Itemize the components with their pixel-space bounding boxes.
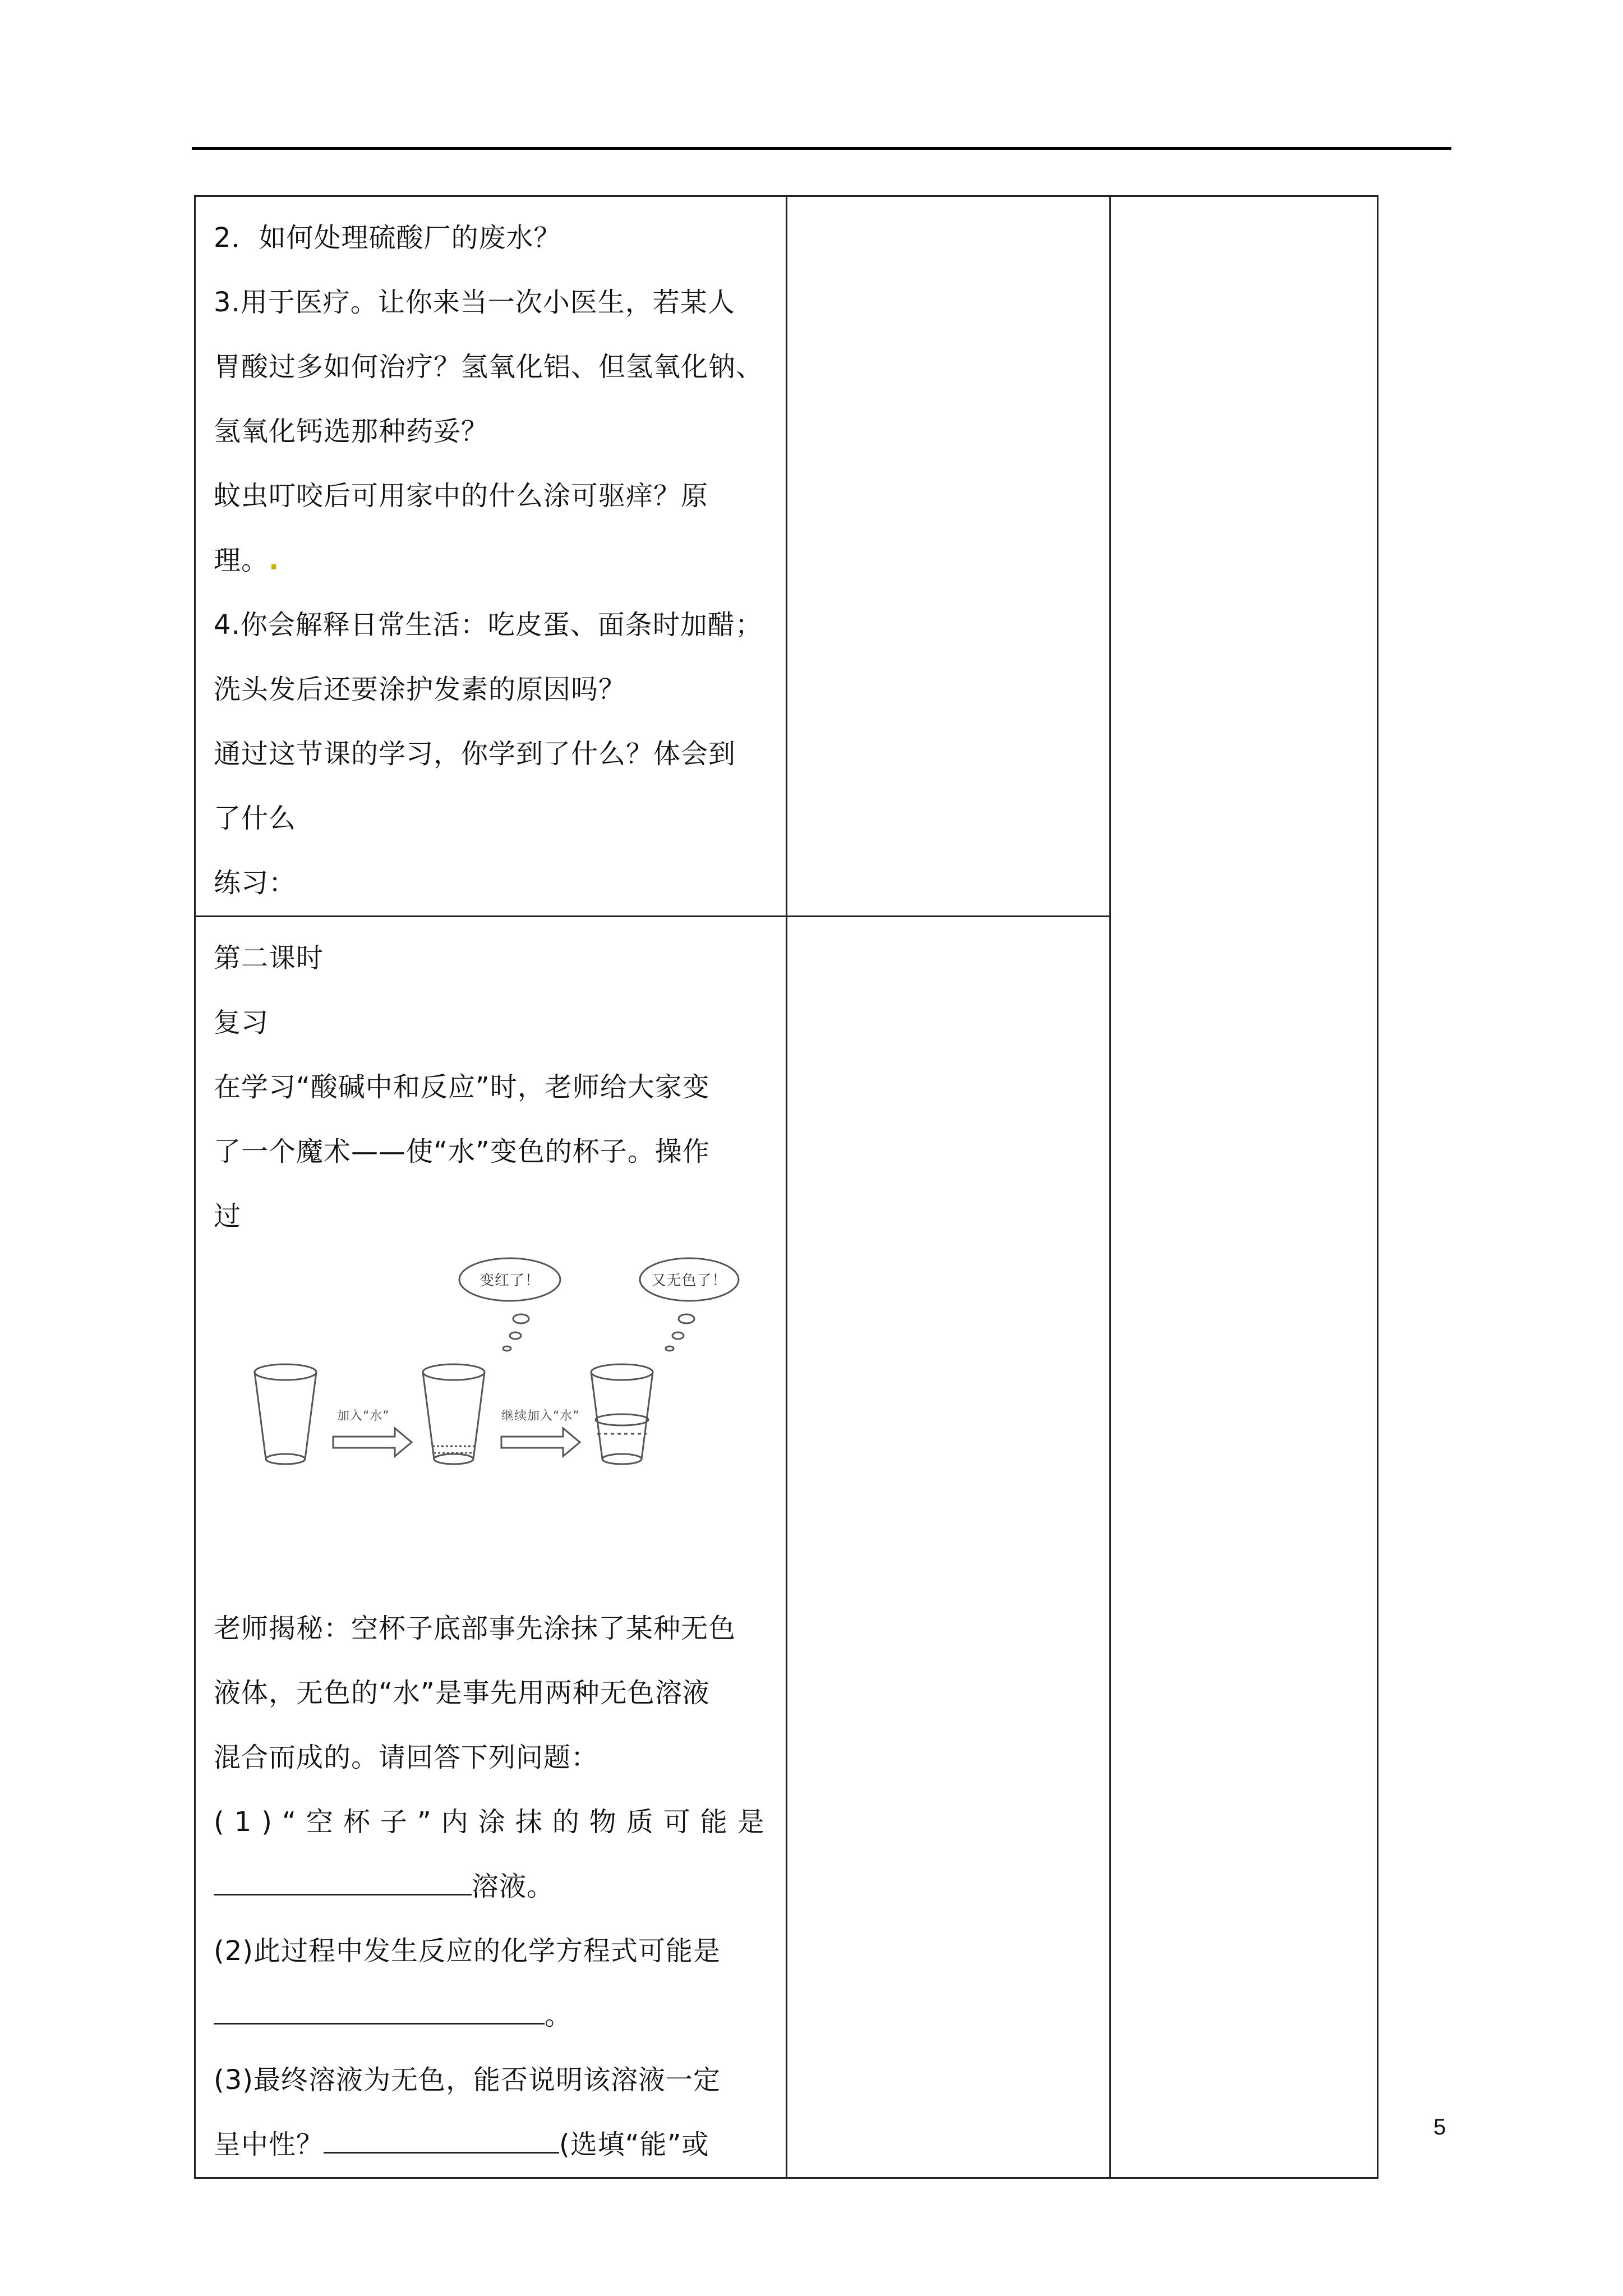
lesson-table bbox=[194, 195, 1378, 2179]
text-line: 3.用于医疗。让你来当一次小医生，若某人 bbox=[214, 287, 735, 318]
arrow-icon bbox=[333, 1428, 412, 1456]
text-line: 混合而成的。请回答下列问题： bbox=[214, 1742, 599, 1773]
question-3-answer bbox=[214, 2113, 774, 2177]
text-line: 胃酸过多如何治疗？氢氧化铝、但氢氧化钠、 bbox=[214, 351, 764, 383]
text-line: 2．如何处理硫酸厂的废水？ bbox=[214, 222, 561, 254]
empty-cup-icon bbox=[255, 1364, 316, 1464]
text-line: 通过这节课的学习，你学到了什么？体会到 bbox=[214, 738, 736, 770]
text-line: 过 bbox=[214, 1200, 242, 1232]
text-line: 老师揭秘：空杯子底部事先涂抹了某种无色 bbox=[214, 1613, 736, 1644]
text-span: 理。 bbox=[214, 545, 269, 576]
text-line: 洗头发后还要涂护发素的原因吗？ bbox=[214, 674, 626, 705]
question-2-answer bbox=[214, 1984, 774, 2048]
notes-cell-2 bbox=[786, 917, 1110, 2178]
text-span: 。 bbox=[545, 2000, 573, 2031]
text-line: 4.你会解释日常生活：吃皮蛋、面条时加醋； bbox=[214, 609, 763, 641]
answer-blank[interactable] bbox=[214, 1865, 472, 1895]
text-span: 溶液。 bbox=[472, 1871, 555, 1902]
red-cup-icon bbox=[423, 1364, 485, 1464]
answer-blank[interactable] bbox=[214, 1994, 545, 2024]
cup-diagram bbox=[218, 1204, 740, 1518]
answer-blank[interactable] bbox=[324, 2123, 559, 2154]
section-heading: 第二课时 bbox=[214, 942, 324, 974]
arrow-icon bbox=[501, 1428, 580, 1456]
table-row bbox=[195, 196, 1378, 917]
question-1: (1)“空杯子”内涂抹的物质可能是 bbox=[214, 1806, 774, 1838]
arrow-label-2: 继续加入“水” bbox=[501, 1409, 580, 1423]
text-line: 蚊虫叮咬后可用家中的什么涂可驱痒？原 bbox=[214, 480, 709, 512]
content-cell-2 bbox=[195, 917, 787, 2178]
page-number: 5 bbox=[1433, 2115, 1446, 2139]
text-line: 氢氧化钙选那种药妥？ bbox=[214, 416, 489, 447]
bubble-label-2: 又无色了！ bbox=[651, 1272, 727, 1289]
text-line: 液体，无色的“水”是事先用两种无色溶液 bbox=[214, 1677, 710, 1709]
question-1-answer bbox=[214, 1855, 774, 1919]
text-span: (选填“能”或 bbox=[559, 2129, 709, 2160]
colorless-cup-icon bbox=[591, 1364, 653, 1464]
question-2: (2)此过程中发生反应的化学方程式可能是 bbox=[214, 1935, 721, 1967]
text-span: 呈中性？ bbox=[214, 2129, 324, 2160]
notes-cell-1 bbox=[786, 196, 1110, 917]
question-3: (3)最终溶液为无色，能否说明该溶液一定 bbox=[214, 2064, 721, 2096]
text-line bbox=[214, 528, 774, 593]
remarks-cell bbox=[1110, 196, 1377, 2178]
section-subheading: 复习 bbox=[214, 1007, 269, 1038]
text-line: 在学习“酸碱中和反应”时，老师给大家变 bbox=[214, 1071, 710, 1103]
header-rule bbox=[192, 147, 1451, 150]
stray-dot: . bbox=[269, 545, 280, 576]
text-line: 了一个魔术——使“水”变色的杯子。操作 bbox=[214, 1136, 710, 1167]
text-line: 了什么 bbox=[214, 803, 297, 834]
content-cell-1 bbox=[195, 196, 787, 917]
magic-cup-figure bbox=[196, 1249, 774, 1596]
bubble-label-1: 变红了！ bbox=[479, 1272, 541, 1289]
text-line: 练习： bbox=[214, 867, 297, 899]
arrow-label-1: 加入“水” bbox=[337, 1409, 390, 1423]
